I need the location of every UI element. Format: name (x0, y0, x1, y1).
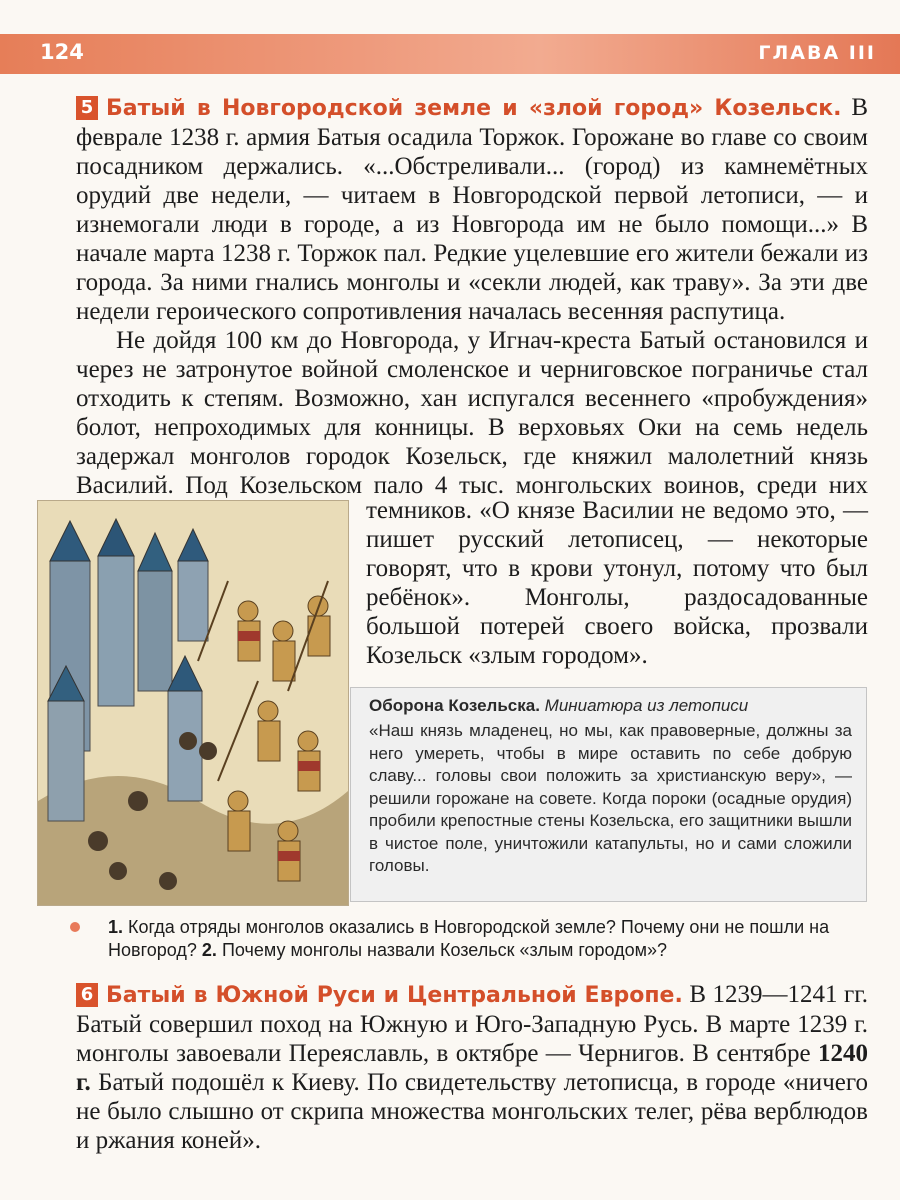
section-6-text-before: В 1239—1241 гг. Батый совершил поход на Южную и Юго-Западную Русь. В марте 1239 г. монголы завоевали Переяславль, в октябре — Чернигов. В сентябре (76, 981, 868, 1067)
section-5-text-1: В феврале 1238 г. армия Батыя осадила Торжок. Горожане во главе со своим посадником держались. «...Обстреливали... (город) из камнемётных орудий две недели, — читаем в Новгородской первой летописи, — и изнемогали люди в городе, а из Новгорода им не было помощи...» В начале марта 1238 г. Торжок пал. Редкие уцелевшие его жители бежали из города. За ними гнались монголы и «секли людей, как траву». За эти две недели героического сопротивления началась весенняя распутица. (76, 94, 869, 325)
kozelsk-miniature-illustration (37, 500, 349, 906)
section-6-bold-date: 1240 г. (76, 1040, 868, 1096)
questions-bullet-icon (70, 922, 80, 932)
section-6-text-after: Батый подошёл к Киеву. По свидетельству летописца, в городе «ничего не было слышно от скрипа множества монгольских телег, рёва верблюдов и ржания коней». (76, 1069, 868, 1154)
section-5-para-2-continued: темников. «О князе Василии не ведомо это, — пишет русский летописец, — некоторые говорят, что в крови утонул, потому что был ребёнок». Монголы, раздосадованные большой потерей своего войска, прозвали Козельск «злым городом». (366, 497, 868, 669)
question-1-number: 1. (108, 917, 124, 937)
section-5 (76, 93, 868, 529)
caption-subtitle: Миниатюра из летописи (544, 696, 749, 715)
miniature-drawing (38, 501, 348, 905)
section-6 (76, 980, 868, 1155)
chapter-label: ГЛАВА III (758, 42, 876, 64)
caption-title: Оборона Козельска. (369, 696, 540, 715)
question-1: Когда отряды монголов оказались в Новгородской земле? Почему они не пошли на Новгород? (108, 917, 830, 960)
question-2: Почему монголы назвали Козельск «злым городом»? (221, 940, 668, 960)
illustration-caption-box (350, 687, 867, 902)
review-questions (108, 916, 868, 962)
caption-text: «Наш князь младенец, но мы, как правоверные, должны за него умереть, чтобы в мире оставить по себе добрую славу... головы свои положить за христианскую веру», — решили горожане на совете. Когда пороки (осадные орудия) пробили крепостные стены Козельска, его защитники вышли в чистое поле, уничтожили катапульты, но и сами сложили головы. (369, 721, 852, 875)
page-number: 124 (40, 40, 84, 64)
section-6-number: 6 (76, 983, 98, 1007)
section-5-number: 5 (76, 96, 98, 120)
page-header (0, 34, 900, 74)
question-2-number: 2. (201, 940, 217, 960)
section-5-title: Батый в Новгородской земле и «злой город» Козельск. (106, 96, 842, 121)
caption-heading (369, 696, 852, 716)
section-5-para-1 (76, 93, 868, 326)
section-6-para (76, 980, 868, 1155)
section-6-title: Батый в Южной Руси и Центральной Европе. (106, 983, 683, 1008)
section-5-para-2: Не дойдя 100 км до Новгорода, у Игнач-креста Батый остановился и через не затронутое войной смоленское и черниговское пограничье стал отходить к степям. Возможно, хан испугался весеннего «пробуждения» болот, непроходимых для конницы. В верховьях Оки на семь недель задержал монголов городок Козельск, где княжил малолетний князь Василий. Под Козельском пало 4 тыс. монгольских воинов, среди них (76, 327, 868, 499)
